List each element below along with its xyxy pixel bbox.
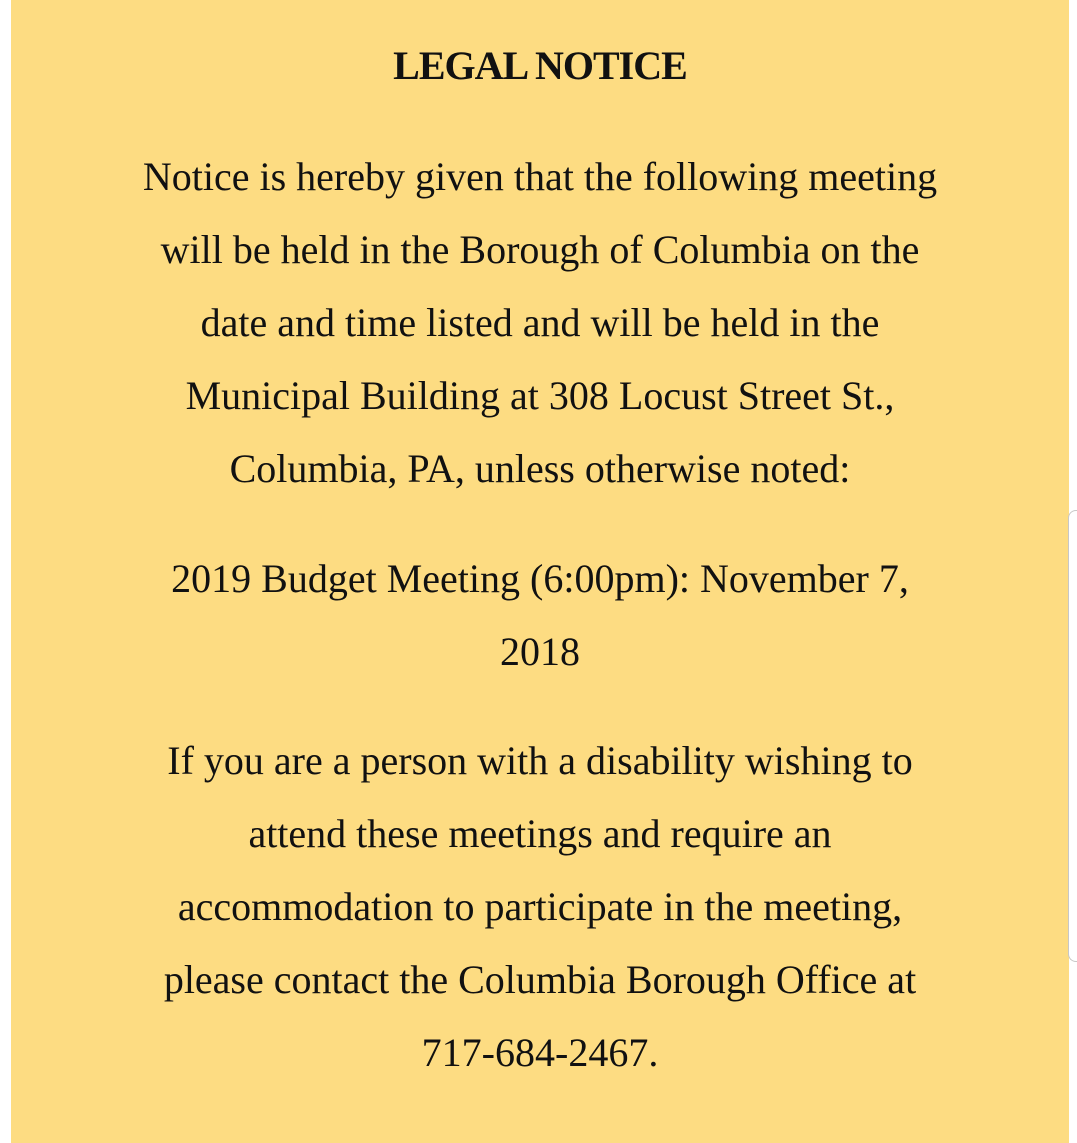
meeting-line: 2018 [500,629,580,674]
intro-line: date and time listed and will be held in the [200,300,880,345]
meeting-schedule [11,542,1069,688]
legal-notice-card [11,0,1069,1143]
accessibility-line: If you are a person with a disability wishing to [167,738,913,783]
notice-intro-paragraph [11,140,1069,505]
accessibility-line: accommodation to participate in the meeting, [177,884,903,929]
scroll-handle[interactable] [1068,510,1077,962]
accessibility-paragraph [11,724,1069,1089]
intro-line: Notice is hereby given that the following meeting [142,154,938,199]
meeting-line: 2019 Budget Meeting (6:00pm): November 7, [171,556,909,601]
intro-line: Columbia, PA, unless otherwise noted: [229,446,851,491]
accessibility-line: please contact the Columbia Borough Office at [163,957,917,1002]
accessibility-line: attend these meetings and require an [248,811,832,856]
intro-line: Municipal Building at 308 Locust Street St., [185,373,895,418]
intro-line: will be held in the Borough of Columbia on the [160,227,920,272]
notice-title: LEGAL NOTICE [393,43,687,88]
accessibility-line: 717-684-2467. [421,1030,659,1075]
